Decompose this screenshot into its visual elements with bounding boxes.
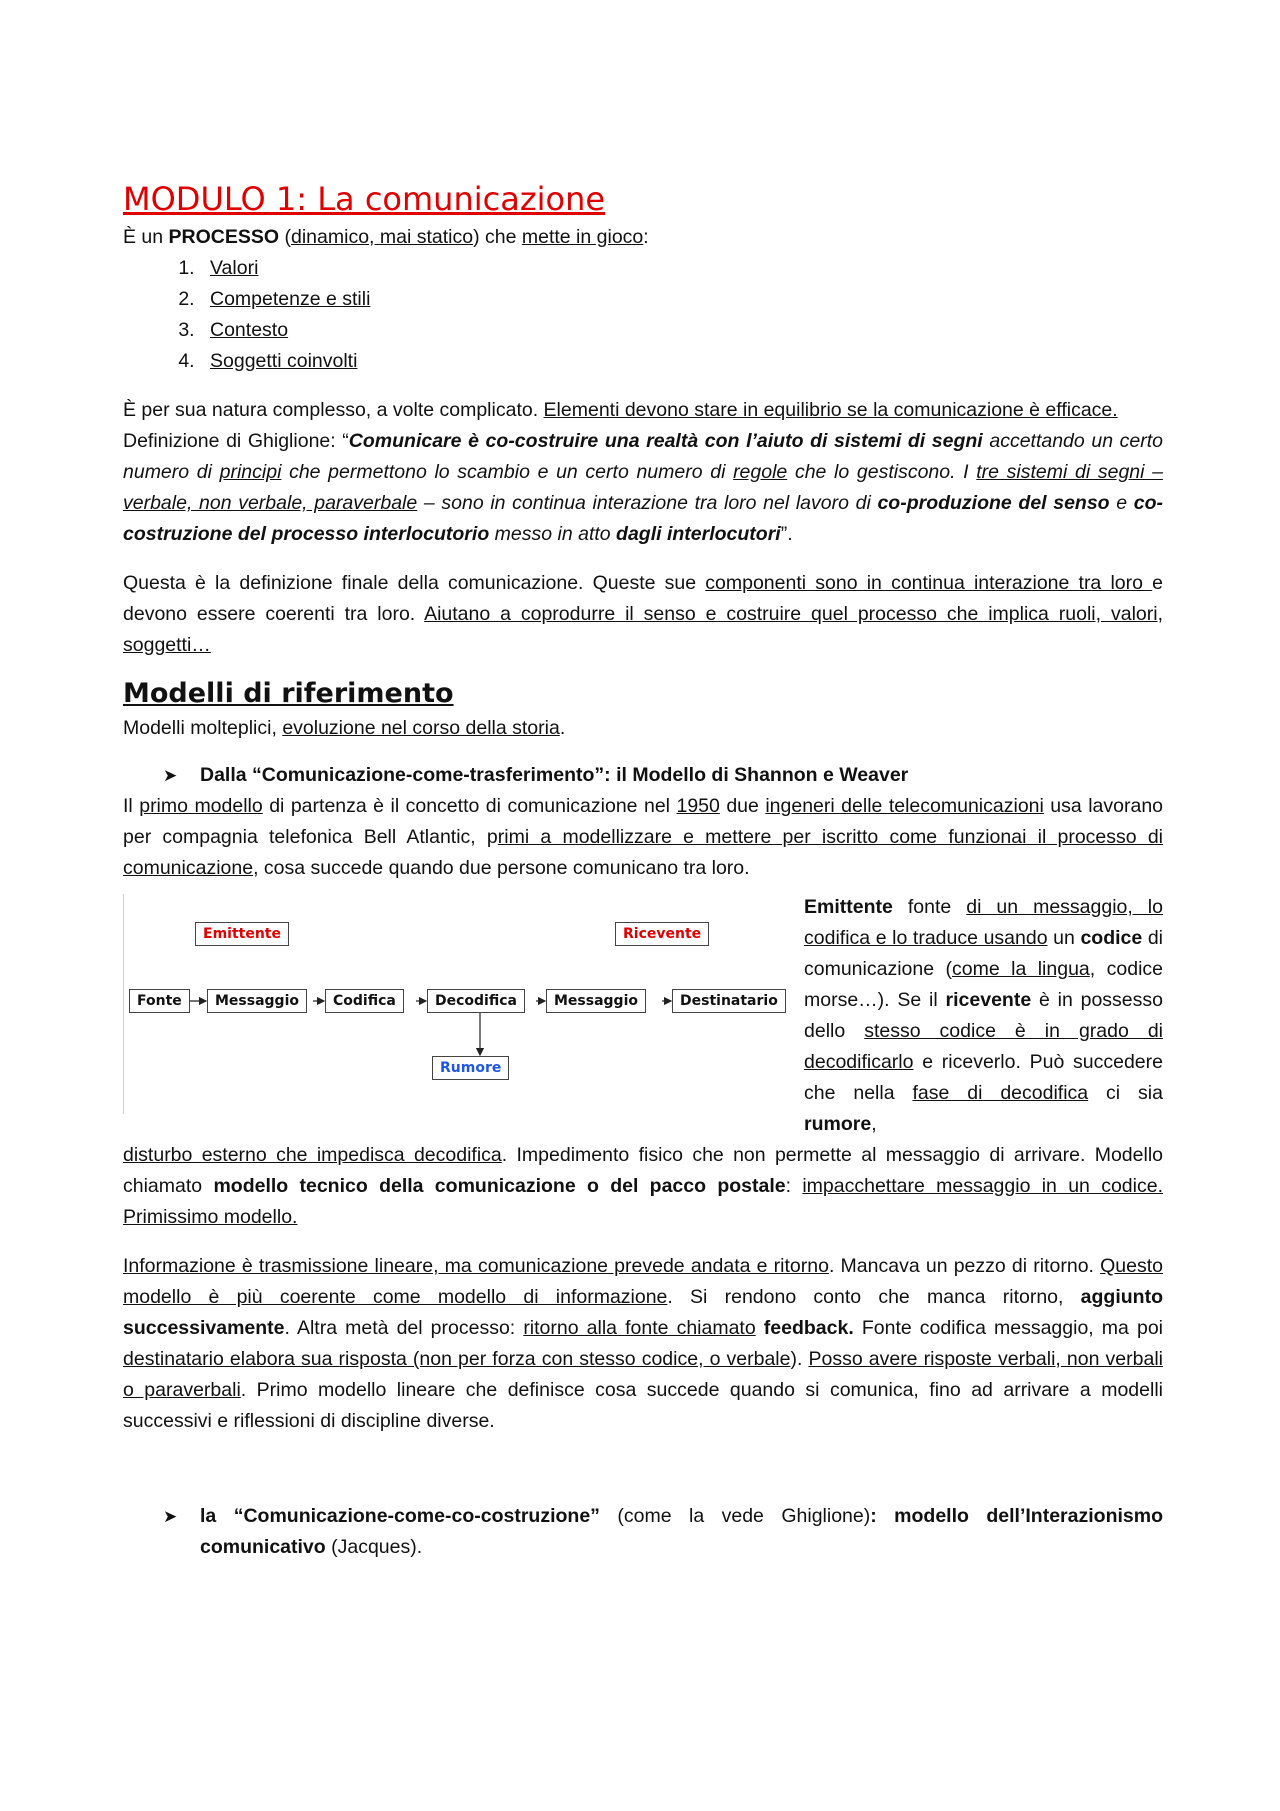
- paragraph-first-model: Il primo modello di partenza è il concetto di comunicazione nel 1950 due ingeneri delle telecomunicazioni usa lavorano per compagnia telefonica Bell Atlantic, primi a modellizzare e mettere per iscritto come funzionai il processo di comunicazione, cosa succede quando due persone comunicano tra loro.: [123, 795, 1164, 879]
- chain-box-codifica: Codifica: [325, 989, 404, 1013]
- arrow-bullet-icon: ➤: [163, 766, 178, 785]
- bullet-co-costruzione: ➤ la “Comunicazione-come-co-costruzione” (come la vede Ghiglione): modello dell’Interazionismo comunicativo (Jacques).: [123, 1501, 1163, 1563]
- chain-box-decodifica: Decodifica: [427, 989, 525, 1013]
- receiver-box: Ricevente: [615, 922, 709, 946]
- document-page: [123, 176, 1163, 1563]
- chain-box-destinatario: Destinatario: [672, 989, 786, 1013]
- section-title: Modelli di riferimento: [123, 678, 454, 709]
- section-intro: Modelli molteplici, evoluzione nel corso della storia.: [123, 717, 566, 739]
- paragraph-definition: Definizione di Ghiglione: “Comunicare è co-costruire una realtà con l’aiuto di sistemi di segni accettando un certo numero di principi che permettono lo scambio e un certo numero di regole che lo gestiscono. I tre sistemi di segni – verbale, non verbale, paraverbale – sono in continua interazione tra loro nel lavoro di co-produzione del senso e co-costruzione del processo interlocutorio messo in atto dagli interlocutori”.: [123, 430, 1164, 545]
- paragraph-complexity: È per sua natura complesso, a volte complicato. Elementi devono stare in equilibrio se la comunicazione è efficace.: [123, 399, 1118, 421]
- paragraph-final-definition: Questa è la definizione finale della comunicazione. Queste sue componenti sono in continua interazione tra loro e devono essere coerenti tra loro. Aiutano a coprodurre il senso e costruire quel processo che implica ruoli, valori, soggetti…: [123, 572, 1163, 656]
- list-item: 2. Competenze e stili: [200, 284, 1163, 315]
- bullet-shannon-weaver: ➤ Dalla “Comunicazione-come-trasferimento”: il Modello di Shannon e Weaver: [123, 760, 1163, 791]
- figure-row: [123, 892, 1163, 1140]
- intro-line: È un PROCESSO (dinamico, mai statico) che mette in gioco:: [123, 226, 649, 248]
- list-item: 1. Valori: [200, 253, 1163, 284]
- chain-box-messaggio-2: Messaggio: [546, 989, 646, 1013]
- chain-box-fonte: Fonte: [129, 989, 190, 1013]
- figure-side-text: Emittente fonte di un messaggio, lo codifica e lo traduce usando un codice di comunicazione (come la lingua, codice morse…). Se il ricevente è in possesso dello stesso codice è in grado di decodificarlo e riceverlo. Può succedere che nella fase di decodifica ci sia rumore,: [804, 896, 1163, 1135]
- page-title: MODULO 1: La comunicazione: [123, 180, 606, 218]
- process-list: [123, 253, 1163, 377]
- chain-box-messaggio: Messaggio: [207, 989, 307, 1013]
- shannon-weaver-diagram: [123, 894, 784, 1114]
- paragraph-feedback: Informazione è trasmissione lineare, ma comunicazione prevede andata e ritorno. Mancava un pezzo di ritorno. Questo modello è più coerente come modello di informazione. Si rendono conto che manca ritorno, aggiunto successivamente. Altra metà del processo: ritorno alla fonte chiamato feedback. Fonte codifica messaggio, ma poi destinatario elabora sua risposta (non per forza con stesso codice, o verbale). Posso avere risposte verbali, non verbali o paraverbali. Primo modello lineare che definisce cosa succede quando si comunica, fino ad arrivare a modelli successivi e riflessioni di discipline diverse.: [123, 1255, 1164, 1432]
- list-item: 3. Contesto: [200, 315, 1163, 346]
- paragraph-noise-model: disturbo esterno che impedisca decodifica. Impedimento fisico che non permette al messaggio di arrivare. Modello chiamato modello tecnico della comunicazione o del pacco postale: impacchettare messaggio in un codice. Primissimo modello.: [123, 1144, 1163, 1228]
- list-item: 4. Soggetti coinvolti: [200, 346, 1163, 377]
- arrow-bullet-icon: ➤: [163, 1507, 178, 1526]
- noise-box: Rumore: [432, 1056, 509, 1080]
- emitter-box: Emittente: [195, 922, 289, 946]
